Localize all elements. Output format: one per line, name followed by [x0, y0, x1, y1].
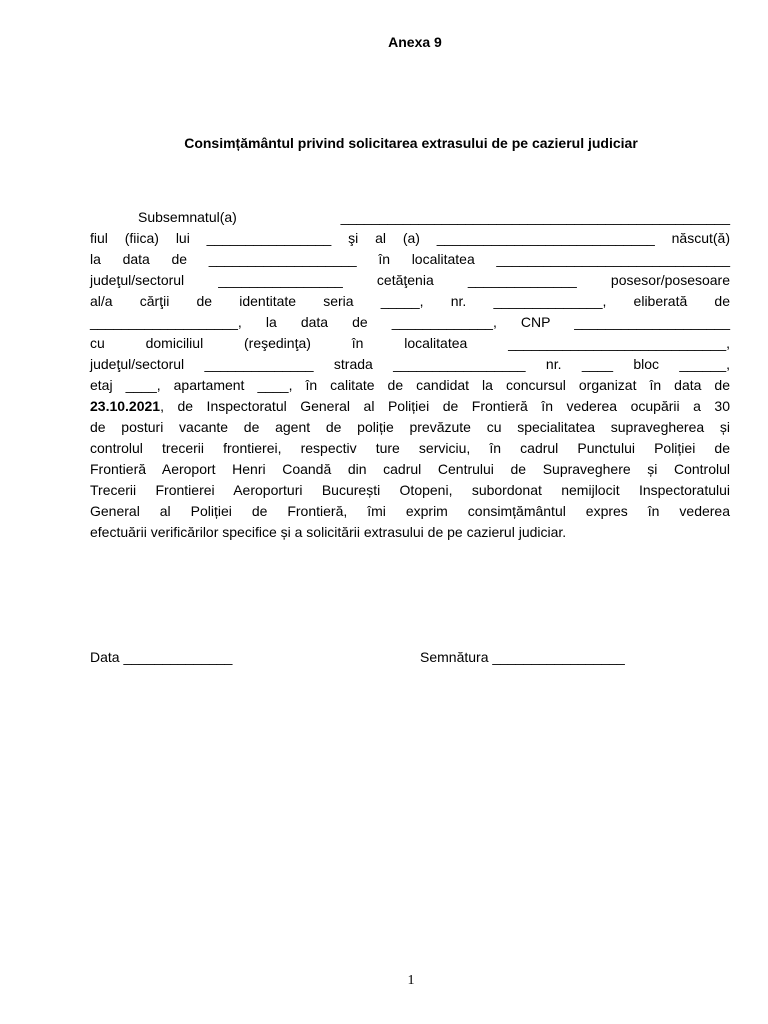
body-line-3: la data de ___________________ în localitatea ______________________________: [90, 251, 730, 267]
body-line-13: Frontieră Aeroport Henri Coandă din cadrul Centrului de Supraveghere și Controlul: [90, 461, 730, 477]
body-line-6: ___________________, la data de _____________, CNP ____________________: [90, 314, 730, 330]
body-line-8: judeţul/sectorul ______________ strada _________________ nr. ____ bloc ______,: [90, 356, 730, 372]
body-line-1: Subsemnatul(a) __________________________________________________: [138, 209, 730, 225]
signature-field: Semnătura _________________: [420, 649, 625, 665]
body-line-10: [90, 396, 730, 417]
body-line-12: controlul trecerii frontierei, respectiv ture serviciu, în cadrul Punctului Poliției de: [90, 440, 730, 456]
body-line-15: General al Poliției de Frontieră, îmi exprim consimțământul expres în vederea: [90, 503, 730, 519]
body-line-5: al/a cărţii de identitate seria _____, nr. ______________, eliberată de: [90, 293, 730, 309]
document-title: Consimțământul privind solicitarea extrasului de pe cazierul judiciar: [184, 135, 638, 151]
body-line-4: judeţul/sectorul ________________ cetăţenia ______________ posesor/posesoare: [90, 272, 730, 288]
annex-label: Anexa 9: [388, 34, 442, 50]
page-number: 1: [407, 973, 415, 988]
body-line-2: fiul (fiica) lui ________________ şi al (a) ____________________________ născut(ă): [90, 230, 730, 246]
body-line-9: etaj ____, apartament ____, în calitate de candidat la concursul organizat în data de: [90, 377, 730, 393]
contest-date: 23.10.2021: [90, 398, 161, 414]
body-line-10-rest: , de Inspectoratul General al Poliției de Frontieră în vederea ocupării a 30: [160, 398, 730, 414]
body-line-7: cu domiciliul (reşedinţa) în localitatea ____________________________,: [90, 335, 730, 351]
date-field: Data ______________: [90, 649, 233, 665]
body-line-16: efectuării verificărilor specifice și a solicitării extrasului de pe cazierul judiciar.: [90, 524, 567, 540]
consent-body: [90, 207, 730, 543]
body-line-11: de posturi vacante de agent de poliție prevăzute cu specialitatea supravegherea și: [90, 419, 730, 435]
body-line-14: Trecerii Frontierei Aeroporturi București Otopeni, subordonat nemijlocit Inspectoratului: [90, 482, 730, 498]
